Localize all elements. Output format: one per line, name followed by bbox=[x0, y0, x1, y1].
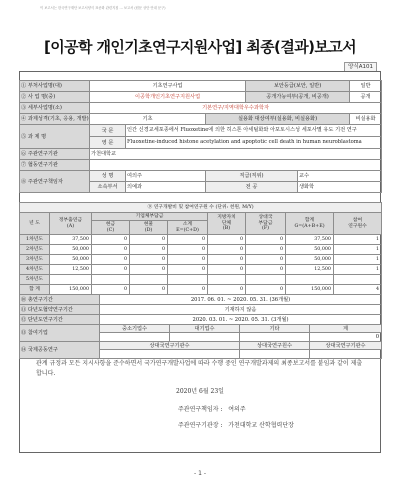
budget-h-kind: 현물 (D) bbox=[130, 221, 168, 235]
title-kor: 인간 신경교세포종에서 Fluoxetine에 의한 히스톤 아세틸화와 아포토시스성 세포사멸 유도 기전 연구 bbox=[126, 125, 382, 137]
budget-row bbox=[20, 245, 382, 255]
budget-other: 0 bbox=[246, 245, 286, 255]
title-kor-label: 국 문 bbox=[90, 125, 126, 137]
signature-head bbox=[178, 420, 294, 429]
pi-major-label: 전 공 bbox=[206, 182, 298, 193]
budget-local: 0 bbox=[208, 265, 246, 275]
budget-year: 4차년도 bbox=[20, 265, 50, 275]
row4-value2: 비실용화 bbox=[350, 114, 382, 125]
pi-name: 여의주 bbox=[126, 171, 206, 182]
pi-position-label: 직급(직위) bbox=[206, 171, 298, 182]
row4-value: 기초 bbox=[90, 114, 206, 125]
row2-value2: 공개 bbox=[350, 92, 382, 103]
row5-label: ⑤ 과 제 명 bbox=[20, 125, 90, 149]
budget-gov bbox=[50, 275, 92, 285]
international-h1: 상대국연구기관수 bbox=[100, 342, 240, 350]
participants-v2 bbox=[170, 333, 240, 342]
pi-dept: 의예과 bbox=[126, 182, 206, 193]
budget-people: 1 bbox=[334, 235, 382, 245]
row4-label: ④ 과제성격(기초, 응용, 개발) bbox=[20, 114, 90, 125]
signature-head-label: 주관연구기관장 : bbox=[178, 422, 223, 429]
row1-label: ① 부처사업명(대) bbox=[20, 81, 90, 92]
budget-local: 0 bbox=[208, 285, 246, 295]
form-code-badge: 양식A101 bbox=[344, 62, 377, 72]
title-eng-label: 영 문 bbox=[90, 137, 126, 149]
international-v3 bbox=[310, 350, 382, 359]
budget-people: 1 bbox=[334, 265, 382, 275]
budget-total-row bbox=[20, 285, 382, 295]
row2-label: ② 사 업 명(중) bbox=[20, 92, 90, 103]
budget-gov: 12,500 bbox=[50, 265, 92, 275]
budget-cash: 0 bbox=[92, 245, 130, 255]
budget-total: 50,000 bbox=[286, 245, 334, 255]
pi-name-label: 성 명 bbox=[90, 171, 126, 182]
budget-local: 0 bbox=[208, 245, 246, 255]
row3-label: ③ 세부사업명(소) bbox=[20, 103, 90, 114]
budget-h-other: 상대국 부담금 (F) bbox=[246, 213, 286, 235]
budget-sub bbox=[168, 275, 208, 285]
budget-row bbox=[20, 265, 382, 275]
budget-kind: 0 bbox=[130, 255, 168, 265]
international-h3: 상대국연구기관수 bbox=[310, 342, 382, 350]
budget-people bbox=[334, 275, 382, 285]
budget-people: 1 bbox=[334, 245, 382, 255]
row3-value: 기본연구/지역대학우수과학자 bbox=[90, 103, 382, 114]
participants-label: ⑬ 참여기업 bbox=[20, 325, 100, 342]
budget-h-total: 합계 G=(A+B+E) bbox=[286, 213, 334, 235]
page-title: [이공학 개인기초연구지원사업] 최종(결과)보고서 bbox=[43, 38, 357, 56]
row8-label: ⑧ 주관연구책임자 bbox=[20, 171, 90, 193]
participants-v1 bbox=[100, 333, 170, 342]
row6-value: 가천대학교 bbox=[90, 149, 382, 160]
participants-h1: 중소기업수 bbox=[100, 325, 170, 333]
singleyear-period-value: 2020. 03. 01. ~ 2020. 05. 31. (3개월) bbox=[100, 315, 382, 325]
signature-head-name: 가천대학교 산학협력단장 bbox=[228, 422, 294, 429]
budget-other: 0 bbox=[246, 235, 286, 245]
budget-total: 150,000 bbox=[286, 285, 334, 295]
budget-h-local: 지방자치 단체 (B) bbox=[208, 213, 246, 235]
participants-v3 bbox=[240, 333, 310, 342]
budget-kind: 0 bbox=[130, 265, 168, 275]
budget-cash: 0 bbox=[92, 235, 130, 245]
budget-other: 0 bbox=[246, 255, 286, 265]
submission-date: 2020년 6월 23일 bbox=[176, 388, 224, 395]
budget-local bbox=[208, 275, 246, 285]
pi-major: 생화학 bbox=[298, 182, 382, 193]
budget-sub: 0 bbox=[168, 245, 208, 255]
international-v2 bbox=[240, 350, 310, 359]
budget-cash bbox=[92, 275, 130, 285]
budget-h-year: 년 도 bbox=[20, 213, 50, 235]
participants-h3: 기타 bbox=[240, 325, 310, 333]
budget-kind bbox=[130, 275, 168, 285]
signature-pi-name: 여의주 bbox=[228, 406, 246, 413]
basic-info-table bbox=[19, 80, 382, 193]
budget-kind: 0 bbox=[130, 285, 168, 295]
budget-people: 1 bbox=[334, 255, 382, 265]
budget-h-corp: 기업체부담금 bbox=[92, 213, 208, 221]
budget-sub: 0 bbox=[168, 235, 208, 245]
budget-row bbox=[20, 275, 382, 285]
top-notice: 이 보고서는 한국연구재단 보고서양식 표준화 관련지침 ... 보고서 (원문 상단 안내 문구) bbox=[40, 6, 166, 10]
budget-h-sub: 소계 E=(C+D) bbox=[168, 221, 208, 235]
budget-h-gov: 정부출연금 (A) bbox=[50, 213, 92, 235]
multiyear-period-label: ⑪ 다년도협약연구기간 bbox=[20, 305, 100, 315]
row2-value: 이공학개인기초연구지원사업 bbox=[90, 92, 246, 103]
budget-gov: 150,000 bbox=[50, 285, 92, 295]
budget-year: 3차년도 bbox=[20, 255, 50, 265]
budget-cash: 0 bbox=[92, 265, 130, 275]
signature-pi-label: 주관연구책임자 : bbox=[178, 406, 223, 413]
budget-total: 12,500 bbox=[286, 265, 334, 275]
budget-kind: 0 bbox=[130, 245, 168, 255]
row2-label2: 공개가능여부(공개, 비공개) bbox=[246, 92, 350, 103]
participants-v4: 0 bbox=[310, 333, 382, 342]
row6-label: ⑥ 주관연구기관 bbox=[20, 149, 90, 160]
budget-gov: 37,500 bbox=[50, 235, 92, 245]
budget-total: 50,000 bbox=[286, 255, 334, 265]
international-v1 bbox=[100, 350, 240, 359]
budget-gov: 50,000 bbox=[50, 245, 92, 255]
total-period-value: 2017. 06. 01. ~ 2020. 05. 31. (36개월) bbox=[100, 295, 382, 305]
singleyear-period-label: ⑫ 단년도연구기간 bbox=[20, 315, 100, 325]
participants-h2: 대기업수 bbox=[170, 325, 240, 333]
budget-local: 0 bbox=[208, 235, 246, 245]
budget-sub: 0 bbox=[168, 265, 208, 275]
total-period-label: ⑩ 총연구기간 bbox=[20, 295, 100, 305]
declaration-text: 관계 규정과 모든 지시사항을 준수하면서 국가연구개발사업에 따라 수행 중인 연구개발과제의 최종보고서를 붙임과 같이 제출합니다. bbox=[36, 360, 363, 377]
budget-local: 0 bbox=[208, 255, 246, 265]
international-h2: 상대국연구원수 bbox=[240, 342, 310, 350]
row1-label2: 보안등급(보안, 일반) bbox=[246, 81, 350, 92]
budget-row bbox=[20, 235, 382, 245]
period-table bbox=[19, 294, 382, 359]
row7-label: ⑦ 협동연구기관 bbox=[20, 160, 90, 171]
budget-total: 37,500 bbox=[286, 235, 334, 245]
budget-title: ⑨ 연구개발비 및 참여연구원 수 (단위: 천원, M/Y) bbox=[20, 203, 382, 213]
budget-kind: 0 bbox=[130, 235, 168, 245]
budget-h-people: 참여 연구원수 bbox=[334, 213, 382, 235]
pi-position: 교수 bbox=[298, 171, 382, 182]
budget-row bbox=[20, 255, 382, 265]
row1-value: 기초연구사업 bbox=[90, 81, 246, 92]
title-eng: Fluoxetine-induced histone acetylation and apoptotic cell death in human neuroblastoma bbox=[126, 137, 382, 149]
budget-sub: 0 bbox=[168, 255, 208, 265]
budget-year: 5차년도 bbox=[20, 275, 50, 285]
budget-year: 합 계 bbox=[20, 285, 50, 295]
row7-value bbox=[90, 160, 382, 171]
budget-other bbox=[246, 275, 286, 285]
row1-value2: 일반 bbox=[350, 81, 382, 92]
budget-year: 2차년도 bbox=[20, 245, 50, 255]
budget-cash: 0 bbox=[92, 285, 130, 295]
row4-label2: 실용화 대상여부(실용화, 비실용화) bbox=[206, 114, 350, 125]
multiyear-period-value: 기재하지 않음 bbox=[100, 305, 382, 315]
budget-total bbox=[286, 275, 334, 285]
budget-other: 0 bbox=[246, 265, 286, 275]
budget-other: 0 bbox=[246, 285, 286, 295]
budget-table bbox=[19, 202, 382, 295]
budget-gov: 50,000 bbox=[50, 255, 92, 265]
budget-year: 1차년도 bbox=[20, 235, 50, 245]
international-label: ⑭ 국제공동연구 bbox=[20, 342, 100, 359]
signature-pi bbox=[178, 404, 246, 413]
pi-dept-label: 소속부서 bbox=[90, 182, 126, 193]
page-number: - 1 - bbox=[194, 470, 206, 477]
budget-sub: 0 bbox=[168, 285, 208, 295]
participants-h4: 계 bbox=[310, 325, 382, 333]
budget-cash: 0 bbox=[92, 255, 130, 265]
budget-people: 4 bbox=[334, 285, 382, 295]
budget-h-cash: 현금 (C) bbox=[92, 221, 130, 235]
